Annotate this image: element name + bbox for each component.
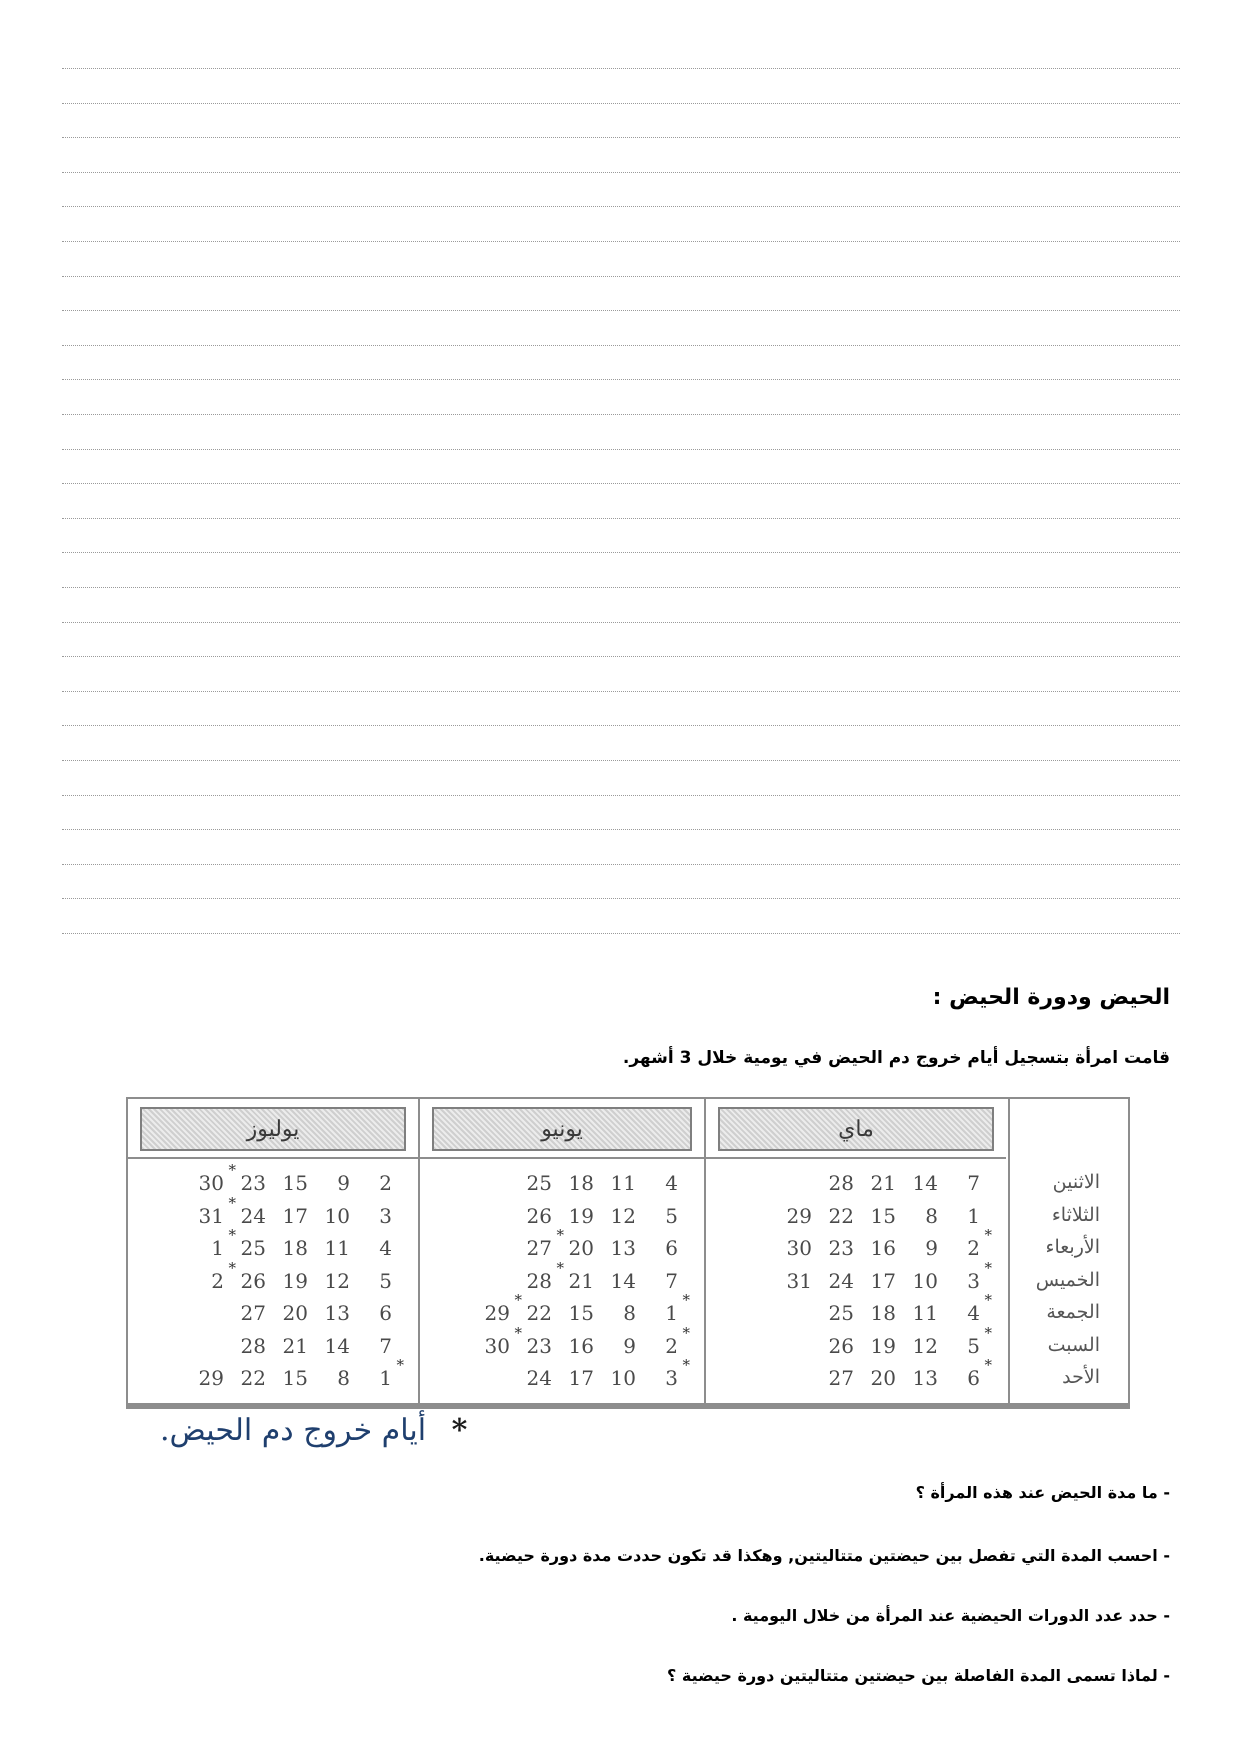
calendar-day: 19 <box>282 1268 308 1293</box>
calendar-day: 14 <box>610 1268 636 1293</box>
calendar-day: 11 <box>324 1236 350 1260</box>
calendar-day: 28 <box>240 1333 266 1358</box>
ruled-line <box>62 241 1180 242</box>
calendar-day: 8 <box>925 1203 938 1228</box>
calendar-day: 10 <box>912 1268 938 1293</box>
calendar-legend <box>160 1413 467 1448</box>
calendar-day: 25 <box>240 1236 266 1260</box>
month-june-row <box>510 1366 678 1390</box>
ruled-line <box>62 206 1180 207</box>
calendar-day: 26 <box>240 1268 266 1293</box>
ruled-line <box>62 898 1180 899</box>
calendar-day: 25 <box>828 1301 854 1325</box>
calendar-column-divider <box>704 1099 706 1403</box>
calendar-day: 19 <box>568 1203 594 1228</box>
legend-star-icon: * <box>451 1413 468 1448</box>
calendar-day: 17 <box>870 1268 896 1293</box>
calendar-day: 1 <box>967 1203 980 1228</box>
menstruation-day: 28 * <box>510 1269 552 1293</box>
day-label: الاثنين <box>1052 1171 1100 1193</box>
calendar-day: 9 <box>623 1333 636 1358</box>
menstruation-day: 30 * <box>182 1171 224 1195</box>
ruled-line <box>62 864 1180 865</box>
calendar-day: 9 <box>925 1236 938 1260</box>
calendar-day: 22 <box>526 1301 552 1325</box>
ruled-line <box>62 172 1180 173</box>
calendar-day: 24 <box>828 1268 854 1293</box>
calendar-day: 28 <box>828 1171 854 1195</box>
ruled-line <box>62 414 1180 415</box>
calendar-day: 8 <box>623 1301 636 1325</box>
calendar-day: 11 <box>610 1171 636 1195</box>
menstruation-day: 6 * <box>938 1366 980 1390</box>
calendar-day: 6 <box>665 1236 678 1260</box>
calendar-day: 14 <box>912 1171 938 1195</box>
calendar-day: 8 <box>337 1366 350 1390</box>
calendar-day: 19 <box>870 1333 896 1358</box>
calendar-day: 27 <box>828 1366 854 1390</box>
menstruation-day: 2 * <box>182 1269 224 1293</box>
calendar-day: 15 <box>870 1203 896 1228</box>
calendar-day: 18 <box>568 1171 594 1195</box>
calendar-day: 18 <box>282 1236 308 1260</box>
ruled-line <box>62 276 1180 277</box>
calendar-day: 13 <box>912 1366 938 1390</box>
month-header: يونيو <box>432 1107 692 1151</box>
section-title: الحيض ودورة الحيض : <box>932 985 1170 1010</box>
month-may-row <box>812 1334 980 1358</box>
calendar-day: 10 <box>324 1203 350 1228</box>
month-header-rule <box>128 1157 418 1159</box>
calendar-day: 5 <box>379 1268 392 1293</box>
calendar-day: 15 <box>282 1366 308 1390</box>
calendar-day: 4 <box>379 1236 392 1260</box>
menstruation-day: 29 * <box>468 1301 510 1325</box>
calendar-day: 24 <box>526 1366 552 1390</box>
day-label: الثلاثاء <box>1051 1203 1100 1226</box>
calendar-day: 30 <box>786 1236 812 1260</box>
calendar-day: 18 <box>870 1301 896 1325</box>
month-may-row <box>812 1366 980 1390</box>
ruled-line <box>62 760 1180 761</box>
month-july-row <box>182 1269 392 1293</box>
calendar-day: 13 <box>610 1236 636 1260</box>
month-july-row <box>224 1334 392 1358</box>
calendar-day: 9 <box>337 1171 350 1195</box>
ruled-line <box>62 795 1180 796</box>
calendar-day: 14 <box>324 1333 350 1358</box>
ruled-line <box>62 587 1180 588</box>
month-june-row <box>510 1204 678 1228</box>
day-label: الأحد <box>1062 1366 1100 1388</box>
calendar-day: 4 <box>665 1171 678 1195</box>
calendar-day: 12 <box>912 1333 938 1358</box>
day-label: الأربعاء <box>1045 1236 1100 1258</box>
calendar-day: 29 <box>198 1366 224 1390</box>
calendar-column-divider <box>418 1099 420 1403</box>
calendar-day: 20 <box>870 1366 896 1390</box>
menstruation-day: 1 * <box>182 1236 224 1260</box>
month-july-row <box>182 1204 392 1228</box>
calendar-day: 17 <box>568 1366 594 1390</box>
ruled-line <box>62 68 1180 69</box>
day-label: الخميس <box>1035 1268 1100 1291</box>
calendar-day: 23 <box>526 1333 552 1358</box>
intro-text: قامت امرأة بتسجيل أيام خروج دم الحيض في يومية خلال 3 أشهر. <box>622 1048 1170 1068</box>
month-may-row <box>812 1301 980 1325</box>
calendar-day: 15 <box>282 1171 308 1195</box>
calendar-day: 13 <box>324 1301 350 1325</box>
calendar-day: 15 <box>568 1301 594 1325</box>
ruled-line <box>62 656 1180 657</box>
month-june-row <box>468 1301 678 1325</box>
calendar-day: 7 <box>665 1268 678 1293</box>
calendar-day: 20 <box>282 1301 308 1325</box>
calendar-day: 7 <box>967 1171 980 1195</box>
month-july-row <box>224 1301 392 1325</box>
ruled-line <box>62 449 1180 450</box>
ruled-line <box>62 103 1180 104</box>
calendar-day: 12 <box>610 1203 636 1228</box>
ruled-line <box>62 310 1180 311</box>
menstruation-day: 30 * <box>468 1334 510 1358</box>
calendar-day: 22 <box>240 1366 266 1390</box>
ruled-line <box>62 483 1180 484</box>
menstruation-day: 5 * <box>938 1334 980 1358</box>
menstruation-day: 1 * <box>636 1301 678 1325</box>
month-july-row <box>182 1171 392 1195</box>
ruled-line <box>62 933 1180 934</box>
calendar-day: 6 <box>379 1301 392 1325</box>
month-header-rule <box>706 1157 1006 1159</box>
calendar-day: 24 <box>240 1203 266 1228</box>
month-june-row <box>510 1236 678 1260</box>
calendar-day: 2 <box>379 1171 392 1195</box>
calendar-day: 21 <box>568 1268 594 1293</box>
ruled-line <box>62 379 1180 380</box>
question-3: - حدد عدد الدورات الحيضية عند المرأة من خلال اليومية . <box>731 1606 1170 1625</box>
menstruation-day: 27 * <box>510 1236 552 1260</box>
calendar-day: 29 <box>786 1203 812 1228</box>
day-label: السبت <box>1047 1333 1100 1356</box>
calendar-day: 7 <box>379 1333 392 1358</box>
calendar-day: 16 <box>568 1333 594 1358</box>
calendar-day: 23 <box>828 1236 854 1260</box>
calendar-day: 12 <box>324 1268 350 1293</box>
calendar-day: 27 <box>240 1301 266 1325</box>
menstruation-day: 2 * <box>636 1334 678 1358</box>
ruled-line <box>62 725 1180 726</box>
question-2: - احسب المدة التي تفصل بين حيضتين متتاليتين, وهكذا قد تكون حددت مدة دورة حيضية. <box>478 1546 1170 1565</box>
month-may-row <box>770 1204 980 1228</box>
question-4: - لماذا تسمى المدة الفاصلة بين حيضتين متتاليتين دورة حيضية ؟ <box>667 1666 1170 1685</box>
month-header-rule <box>420 1157 704 1159</box>
month-header: يوليوز <box>140 1107 406 1151</box>
ruled-line <box>62 691 1180 692</box>
month-june-row <box>510 1269 678 1293</box>
calendar-day: 20 <box>568 1236 594 1260</box>
calendar-day: 21 <box>282 1333 308 1358</box>
month-may-row <box>812 1171 980 1195</box>
month-header: ماي <box>718 1107 994 1151</box>
month-may-row <box>770 1236 980 1260</box>
calendar-day: 21 <box>870 1171 896 1195</box>
menstruation-day: 3 * <box>938 1269 980 1293</box>
calendar-day: 25 <box>526 1171 552 1195</box>
calendar-day: 5 <box>665 1203 678 1228</box>
calendar-day: 26 <box>828 1333 854 1358</box>
ruled-line <box>62 518 1180 519</box>
calendar-day: 11 <box>912 1301 938 1325</box>
month-july-row <box>182 1366 392 1390</box>
menstruation-day: 1 * <box>350 1366 392 1390</box>
calendar-day: 17 <box>282 1203 308 1228</box>
month-may-row <box>770 1269 980 1293</box>
calendar-day: 31 <box>786 1268 812 1293</box>
question-1: - ما مدة الحيض عند هذه المرأة ؟ <box>915 1483 1170 1502</box>
calendar-day: 10 <box>610 1366 636 1390</box>
calendar-day: 22 <box>828 1203 854 1228</box>
month-june-row <box>510 1171 678 1195</box>
ruled-lines <box>62 0 1180 950</box>
ruled-line <box>62 622 1180 623</box>
menstruation-day: 31 * <box>182 1204 224 1228</box>
calendar-day: 16 <box>870 1236 896 1260</box>
ruled-line <box>62 552 1180 553</box>
day-label: الجمعة <box>1046 1301 1100 1323</box>
calendar-day: 23 <box>240 1171 266 1195</box>
calendar-day: 26 <box>526 1203 552 1228</box>
menstruation-day: 4 * <box>938 1301 980 1325</box>
calendar-day: 3 <box>379 1203 392 1228</box>
menstruation-day: 3 * <box>636 1366 678 1390</box>
month-july-row <box>182 1236 392 1260</box>
menstrual-calendar <box>126 1097 1130 1409</box>
legend-text: أيام خروج دم الحيض. <box>160 1413 427 1448</box>
menstruation-day: 2 * <box>938 1236 980 1260</box>
ruled-line <box>62 137 1180 138</box>
ruled-line <box>62 829 1180 830</box>
ruled-line <box>62 345 1180 346</box>
month-june-row <box>468 1334 678 1358</box>
